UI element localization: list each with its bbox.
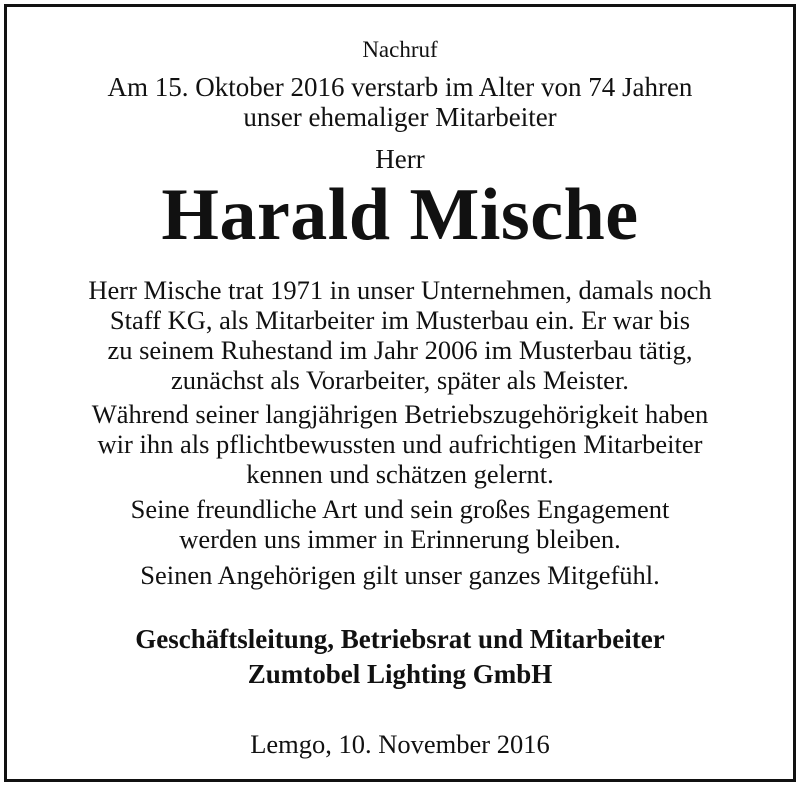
- intro-line-2: unser ehemaliger Mitarbeiter: [243, 102, 557, 132]
- paragraph-1-line-2: Staff KG, als Mitarbeiter im Musterbau ein. Er war bis: [109, 305, 691, 335]
- signature-line-2: Zumtobel Lighting GmbH: [247, 659, 553, 689]
- paragraph-1-line-4: zunächst als Vorarbeiter, später als Meister.: [171, 365, 629, 395]
- paragraph-2-line-1: Während seiner langjährigen Betriebszugehörigkeit haben: [91, 399, 709, 429]
- paragraph-1-line-3: zu seinem Ruhestand im Jahr 2006 im Musterbau tätig,: [107, 335, 693, 365]
- place-date: Lemgo, 10. November 2016: [250, 729, 550, 759]
- signature-line-1: Geschäftsleitung, Betriebsrat und Mitarbeiter: [135, 624, 665, 654]
- paragraph-1-line-1: Herr Mische trat 1971 in unser Unternehmen, damals noch: [88, 275, 712, 305]
- paragraph-3-line-1: Seine freundliche Art und sein großes Engagement: [130, 494, 670, 524]
- deceased-name: Harald Mische: [161, 174, 639, 256]
- notice-heading: Nachruf: [362, 37, 438, 62]
- salutation: Herr: [375, 144, 425, 174]
- paragraph-3-line-2: werden uns immer in Erinnerung bleiben.: [179, 524, 621, 554]
- paragraph-2-line-3: kennen und schätzen gelernt.: [246, 459, 554, 489]
- paragraph-2-line-2: wir ihn als pflichtbewussten und aufrichtigen Mitarbeiter: [97, 429, 703, 459]
- paragraph-4-line-1: Seinen Angehörigen gilt unser ganzes Mitgefühl.: [140, 560, 660, 590]
- intro-line-1: Am 15. Oktober 2016 verstarb im Alter von 74 Jahren: [107, 72, 693, 102]
